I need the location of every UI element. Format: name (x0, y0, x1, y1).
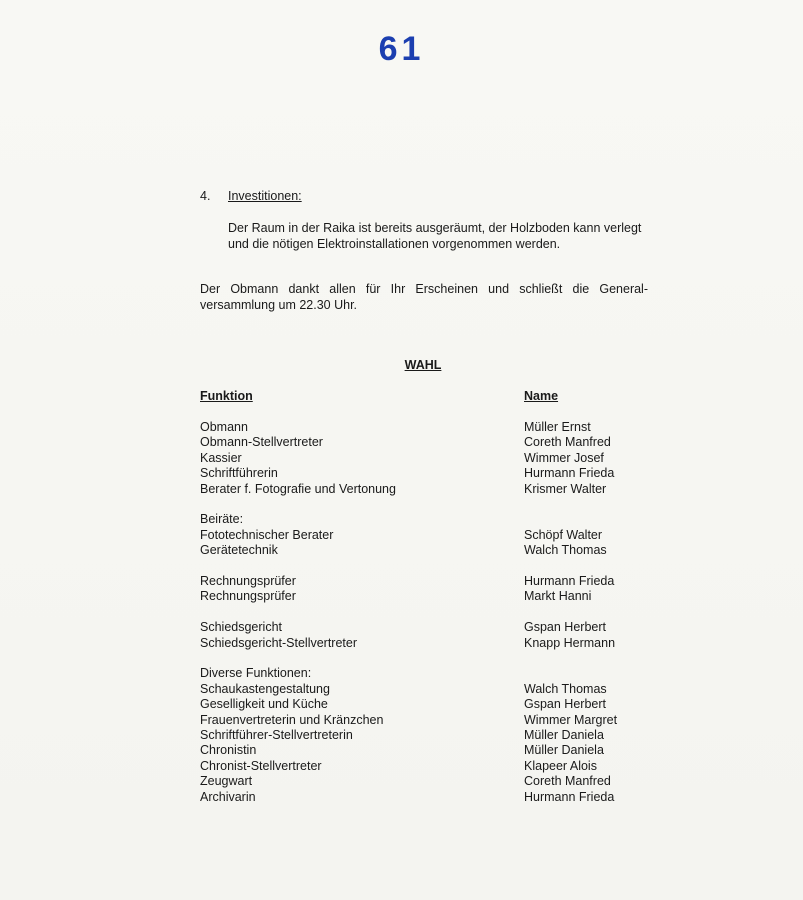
function-cell: Schriftführer-Stellvertreterin (200, 728, 353, 742)
section-line: und die nötigen Elektroinstallationen vorgenommen werden. (228, 236, 561, 251)
group-label: Beiräte: (200, 512, 244, 527)
function-cell: Berater f. Fotografie und Vertonung (200, 481, 396, 496)
name-cell: Müller Daniela (524, 728, 604, 742)
closing-line: Der Obmann dankt allen für Ihr Erscheinen und schließt die General- (200, 282, 648, 296)
section-title: Investitionen: (228, 189, 302, 203)
function-cell: Chronistin (200, 743, 257, 758)
function-cell: Schiedsgericht-Stellvertreter (200, 635, 358, 650)
function-cell: Archivarin (200, 789, 256, 804)
name-cell: Hurmann Frieda (524, 466, 615, 481)
function-cell: Gerätetechnik (200, 543, 278, 558)
wahl-heading: WAHL (404, 358, 442, 372)
function-cell: Geselligkeit und Küche (200, 697, 328, 712)
name-cell: Walch Thomas (524, 543, 607, 558)
function-cell: Schaukastengestaltung (200, 681, 330, 696)
name-cell: Hurmann Frieda (524, 789, 615, 804)
name-cell: Wimmer Margret (524, 712, 618, 727)
function-cell: Kassier (200, 450, 242, 465)
name-cell: Markt Hanni (524, 589, 592, 604)
function-cell: Frauenvertreterin und Kränzchen (200, 712, 384, 727)
name-cell: Gspan Herbert (524, 620, 606, 635)
name-cell: Wimmer Josef (524, 450, 604, 465)
function-cell: Obmann (200, 420, 248, 434)
function-cell: Rechnungsprüfer (200, 574, 296, 588)
function-cell: Zeugwart (200, 774, 253, 789)
column-header-function: Funktion (200, 389, 253, 403)
section-number: 4. (200, 189, 211, 203)
column-header-name: Name (524, 389, 559, 403)
group-label: Diverse Funktionen: (200, 666, 312, 681)
name-cell: Hurmann Frieda (524, 574, 615, 588)
section-heading (200, 189, 302, 205)
name-cell: Coreth Manfred (524, 774, 611, 789)
name-cell: Schöpf Walter (524, 527, 603, 542)
page-number: 61 (378, 30, 425, 68)
function-cell: Schiedsgericht (200, 620, 282, 635)
function-cell: Chronist-Stellvertreter (200, 758, 322, 773)
name-cell: Klapeer Alois (524, 758, 597, 773)
section-line: Der Raum in der Raika ist bereits ausgeräumt, der Holzboden kann verlegt (228, 221, 642, 235)
name-cell: Krismer Walter (524, 481, 607, 496)
name-cell: Müller Ernst (524, 420, 591, 434)
name-cell: Gspan Herbert (524, 697, 606, 712)
name-cell: Walch Thomas (524, 681, 607, 696)
function-cell: Rechnungsprüfer (200, 589, 296, 604)
name-cell: Knapp Hermann (524, 635, 616, 650)
function-cell: Obmann-Stellvertreter (200, 435, 323, 450)
closing-line: versammlung um 22.30 Uhr. (200, 297, 358, 312)
name-cell: Müller Daniela (524, 743, 604, 758)
closing-paragraph (200, 282, 648, 313)
name-cell: Coreth Manfred (524, 435, 611, 450)
section-body (228, 221, 658, 252)
function-cell: Schriftführerin (200, 466, 278, 481)
function-cell: Fototechnischer Berater (200, 527, 334, 542)
